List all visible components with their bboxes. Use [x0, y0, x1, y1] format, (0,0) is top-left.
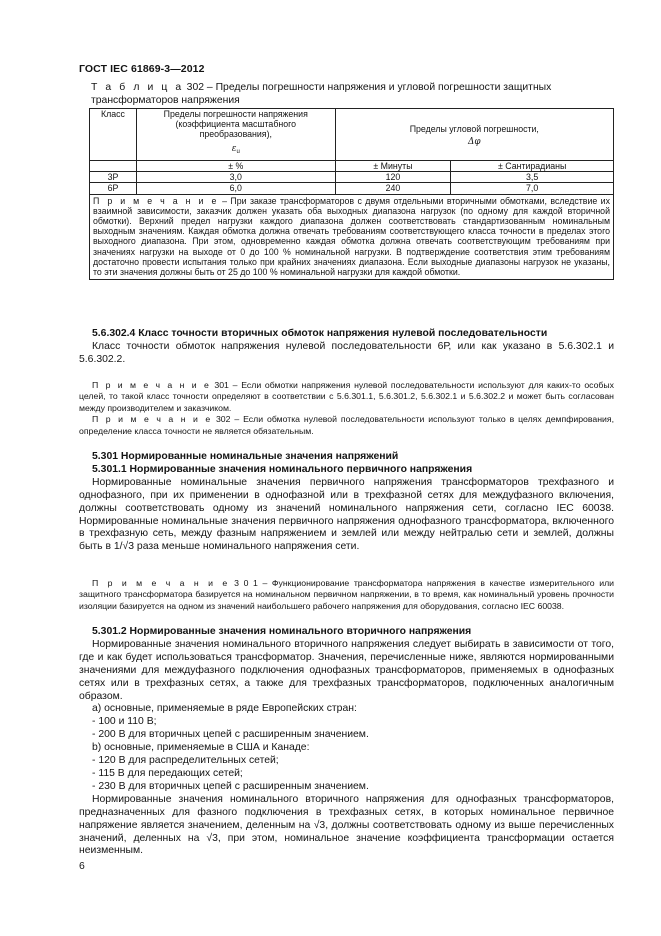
table-header-blank [90, 161, 137, 172]
table-header-minutes: ± Минуты [335, 161, 451, 172]
section-5-6-302-4 [79, 328, 614, 367]
note-5-301: П р и м е ч а н и е 3 0 1 – Функционирование трансформатора напряжения в качестве измерительного или защитного трансформатора базируется на номинальном первичном напряжении, в то время, как номинальный уровень прочности изоляции базируется на одном из значений наибольшего рабочего напряжения для оборудования, согласно IEC 60038. [79, 578, 614, 611]
epsilon-symbol: ε [231, 143, 237, 154]
subsection-heading: 5.301.1 Нормированные значения номинального первичного напряжения [92, 463, 473, 475]
subsection-heading: 5.301.2 Нормированные значения номинального вторичного напряжения [92, 626, 472, 637]
paragraph: Нормированные значения номинального вторичного напряжения для однофазных трансформаторов, предназначенных для фазного подключения в трехфазных сетях, в которых номинальное первичное напряжение является значением, деленным на √3, должны соответствовать одному из выше перечисленных значений, деленных на √3, при этом, номинальное значение коэффициента трансформации остается неизменным. [79, 793, 614, 857]
paragraph: Нормированные номинальные значения первичного напряжения трансформаторов трехфазного и однофазного, при их применении в однофазной или в трехфазной сетях для междуфазного включения, должны соответствовать одному из значений номинального напряжения сети, согласно IEC 60038. Нормированные номинальные значения первичного напряжения однофазного трансформатора, включенного в трехфазную сеть, между фазным напряжением и землей или между нейтралью сети и землей, должны быть в 1/√3 раза меньше номинального напряжения сети. [79, 476, 614, 553]
list-item: - 120 В для распределительных сетей; [92, 755, 279, 767]
section-heading: 5.6.302.4 Класс точности вторичных обмоток напряжения нулевой последовательности [92, 328, 548, 339]
page-number: 6 [79, 861, 85, 872]
table-header-ratio-error: Пределы погрешности напряжения (коэффициента масштабного преобразования), $\varepsilon_u$ [136, 109, 335, 161]
section-5-301 [79, 451, 614, 554]
table-header-angle-error: Пределы угловой погрешности, Δφ [335, 109, 613, 161]
accuracy-limits-table [89, 108, 614, 280]
section-5-301-2 [79, 626, 614, 858]
list-item: b) основные, применяемые в США и Канаде: [92, 742, 310, 754]
document-header: ГОСТ IEC 61869-3—2012 [79, 63, 205, 75]
list-item: - 115 В для передающих сетей; [92, 767, 243, 779]
table-caption-title: 302 – Пределы погрешности напряжения и угловой погрешности защитных [183, 82, 552, 93]
table-caption-line2: трансформаторов напряжения [91, 95, 240, 106]
list-item: - 230 В для вторичных цепей с расширенным значением. [92, 780, 369, 792]
list-item: - 100 и 110 В; [92, 716, 157, 728]
section-heading: 5.301 Нормированные номинальные значения напряжений [92, 451, 399, 462]
table-header-percent: ± % [136, 161, 335, 172]
table-caption-label: Т а б л и ц а [91, 82, 184, 93]
notes-block-1 [79, 380, 614, 437]
delta-phi-symbol: Δφ [468, 137, 481, 147]
paragraph: Класс точности обмоток напряжения нулевой последовательности 6Р, или как указано в 5.6.302.1 и 5.6.302.2. [79, 340, 614, 365]
paragraph: Нормированные значения номинального вторичного напряжения следует выбирать в зависимости от того, где и как будет использоваться трансформатор. Значения, перечисленные ниже, являются нормированными значениями для междуфазного подключения однофазных трансформаторов, применяемых в однофазных сетях или в трехфазных сетях, а также для трехфазных трансформаторов, подключенных аналогичным образом. [79, 638, 614, 702]
table-header-centiradians: ± Сантирадианы [451, 161, 614, 172]
note-301: П р и м е ч а н и е 301 – Если обмотки напряжения нулевой последовательности используют для каких-то особых целей, то такой класс точности определяют в соответствии с 5.6.301.1, 5.6.301.2, 5.6.302.1 и 5.6.302.2 и может быть согласован между производителем и заказчиком. [79, 380, 615, 413]
table-row: 6P 6,0 240 7,0 [90, 183, 614, 194]
table-header-class: Класс [90, 109, 137, 161]
note-302: П р и м е ч а н и е 302 – Если обмотка нулевой последовательности используют только в целях демпфирования, определение класса точности не является обязательным. [79, 414, 614, 436]
list-item: - 200 В для вторичных цепей с расширенным значением. [92, 729, 369, 741]
table-caption [91, 82, 613, 95]
table-note: П р и м е ч а н и е – При заказе трансформаторов с двумя отдельными вторичными обмотками, вследствие их взаимной зависимости, заказчик должен указать оба выходных диапазона нагрузок (по одному для каждой вторичной обмотки). Верхний предел нагрузки каждого диапазона должен соответствовать стандартизованным номинальным выходным значениям. Каждая обмотка должна отвечать требованиям соответствующего класса точности в пределах этого выходного диапазона. При этом, одновременно каждая обмотка должна отвечать соответствующим требованиям при значениях нагрузки на выходе от 0 до 100 % номинальной нагрузки. В подтверждение соответствия этим требованиям достаточно провести испытания только при крайних значениях диапазона. Если выходные диапазоны нагрузок не указаны, то эти значения должны быть от 25 до 100 % номинальной нагрузки для каждой обмотки. [90, 194, 614, 280]
list-item: а) основные, применяемые в ряде Европейских стран: [92, 703, 357, 715]
table-row: 3P 3,0 120 3,5 [90, 172, 614, 183]
